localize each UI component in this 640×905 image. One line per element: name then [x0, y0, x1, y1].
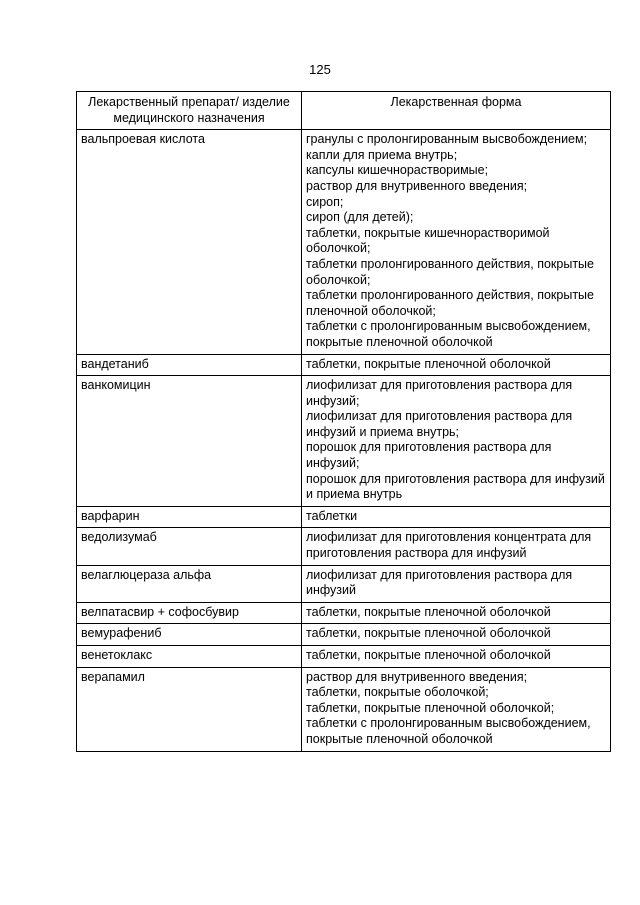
dosage-form-item: капсулы кишечнорастворимые;: [306, 163, 489, 178]
table-row: [77, 376, 611, 507]
drug-name-cell: ведолизумаб: [77, 528, 302, 565]
dosage-form-item: таблетки, покрытые кишечнорастворимой оболочкой;: [306, 225, 550, 256]
dosage-form-item: лиофилизат для приготовления раствора для инфузий;: [306, 378, 573, 408]
dosage-form-item: гранулы с пролонгированным высвобождением;: [306, 132, 588, 147]
dosage-form-cell: [302, 646, 611, 668]
dosage-form-item: таблетки, покрытые пленочной оболочкой: [306, 648, 551, 662]
dosage-form-item: сироп;: [306, 194, 344, 209]
table-row: [77, 667, 611, 751]
dosage-form-cell: [302, 624, 611, 646]
dosage-form-item: таблетки, покрытые пленочной оболочкой: [306, 604, 551, 619]
dosage-form-item: таблетки: [306, 508, 358, 523]
drug-forms-table: [76, 91, 611, 752]
dosage-form-item: таблетки пролонгированного действия, покрытые пленочной оболочкой;: [306, 288, 594, 318]
dosage-form-cell: [302, 506, 611, 528]
column-header-form: Лекарственная форма: [302, 92, 611, 130]
dosage-form-cell: [302, 354, 611, 376]
table-row: [77, 354, 611, 376]
dosage-form-item: таблетки, покрытые пленочной оболочкой: [306, 626, 551, 641]
table-row: [77, 646, 611, 668]
dosage-form-item: таблетки, покрытые пленочной оболочкой;: [306, 700, 555, 715]
dosage-form-item: таблетки, покрытые пленочной оболочкой: [306, 356, 551, 371]
dosage-form-item: лиофилизат для приготовления раствора для инфузий: [306, 567, 573, 598]
table-row: [77, 130, 611, 354]
page-number: 125: [309, 62, 331, 77]
dosage-form-item: таблетки пролонгированного действия, покрытые оболочкой;: [306, 256, 594, 287]
drug-name-cell: венетоклакс: [77, 646, 302, 668]
drug-name-cell: вемурафениб: [77, 624, 302, 646]
dosage-form-item: лиофилизат для приготовления раствора для инфузий и приема внутрь;: [306, 409, 573, 439]
dosage-form-cell: [302, 602, 611, 624]
table-header-row: [77, 92, 611, 130]
dosage-form-item: порошок для приготовления раствора для инфузий и приема внутрь: [306, 471, 605, 502]
table-row: [77, 528, 611, 565]
dosage-form-cell: [302, 528, 611, 565]
table-row: [77, 565, 611, 602]
table-row: [77, 506, 611, 528]
drug-name-cell: велпатасвир + софосбувир: [77, 602, 302, 624]
drug-name-cell: вандетаниб: [77, 354, 302, 376]
dosage-form-cell: [302, 130, 611, 354]
dosage-form-item: таблетки с пролонгированным высвобождением, покрытые пленочной оболочкой: [306, 716, 591, 746]
drug-name-cell: верапамил: [77, 667, 302, 751]
dosage-form-item: таблетки, покрытые оболочкой;: [306, 685, 489, 700]
dosage-form-item: лиофилизат для приготовления концентрата для приготовления раствора для инфузий: [306, 530, 592, 561]
drug-name-cell: варфарин: [77, 506, 302, 528]
dosage-form-cell: [302, 667, 611, 751]
column-header-drug: Лекарственный препарат/ изделие медицинского назначения: [77, 92, 302, 130]
drug-name-cell: велаглюцераза альфа: [77, 565, 302, 602]
dosage-form-item: сироп (для детей);: [306, 210, 414, 225]
dosage-form-item: капли для приема внутрь;: [306, 147, 458, 162]
table-row: [77, 602, 611, 624]
drug-name-cell: ванкомицин: [77, 376, 302, 507]
dosage-form-item: раствор для внутривенного введения;: [306, 669, 528, 684]
dosage-form-item: порошок для приготовления раствора для инфузий;: [306, 440, 552, 471]
dosage-form-item: таблетки с пролонгированным высвобождением, покрытые пленочной оболочкой: [306, 319, 591, 349]
table-row: [77, 624, 611, 646]
dosage-form-cell: [302, 565, 611, 602]
drug-name-cell: вальпроевая кислота: [77, 130, 302, 354]
table-body: [77, 130, 611, 751]
dosage-form-item: раствор для внутривенного введения;: [306, 178, 528, 193]
dosage-form-cell: [302, 376, 611, 507]
